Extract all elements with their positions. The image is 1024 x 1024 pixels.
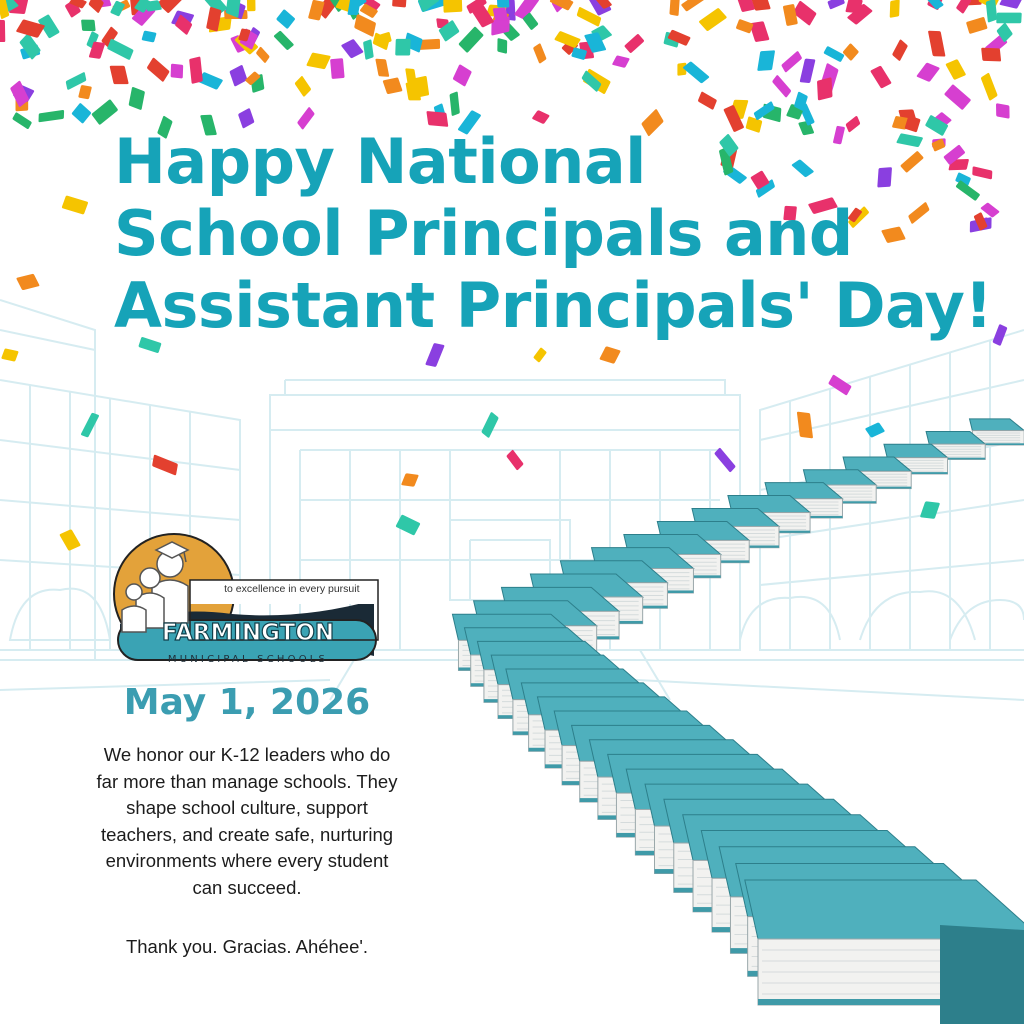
logo-tagline-rest: to excellence in every pursuit xyxy=(221,583,360,595)
book-step xyxy=(940,925,1024,1024)
event-date: May 1, 2026 xyxy=(123,682,371,723)
logo-tagline-rising: Rising xyxy=(192,583,222,595)
thank-you-line: Thank you. Gracias. Ahéhee'. xyxy=(125,936,369,957)
body-paragraph: We honor our K-12 leaders who do far more than manage schools. They shape school culture, support teachers, and create safe, nurturing environments where every student can succeed. xyxy=(96,744,398,898)
headline xyxy=(114,126,994,342)
headline-line-3: Assistant Principals' Day! xyxy=(114,269,993,342)
logo-district-subtitle: MUNICIPAL SCHOOLS xyxy=(167,654,329,665)
logo-tagline xyxy=(192,583,360,595)
headline-line-2: School Principals and xyxy=(114,197,853,270)
district-logo xyxy=(112,528,384,676)
headline-line-1: Happy National xyxy=(114,125,646,198)
logo-district-name: FARMINGTON xyxy=(161,620,335,646)
